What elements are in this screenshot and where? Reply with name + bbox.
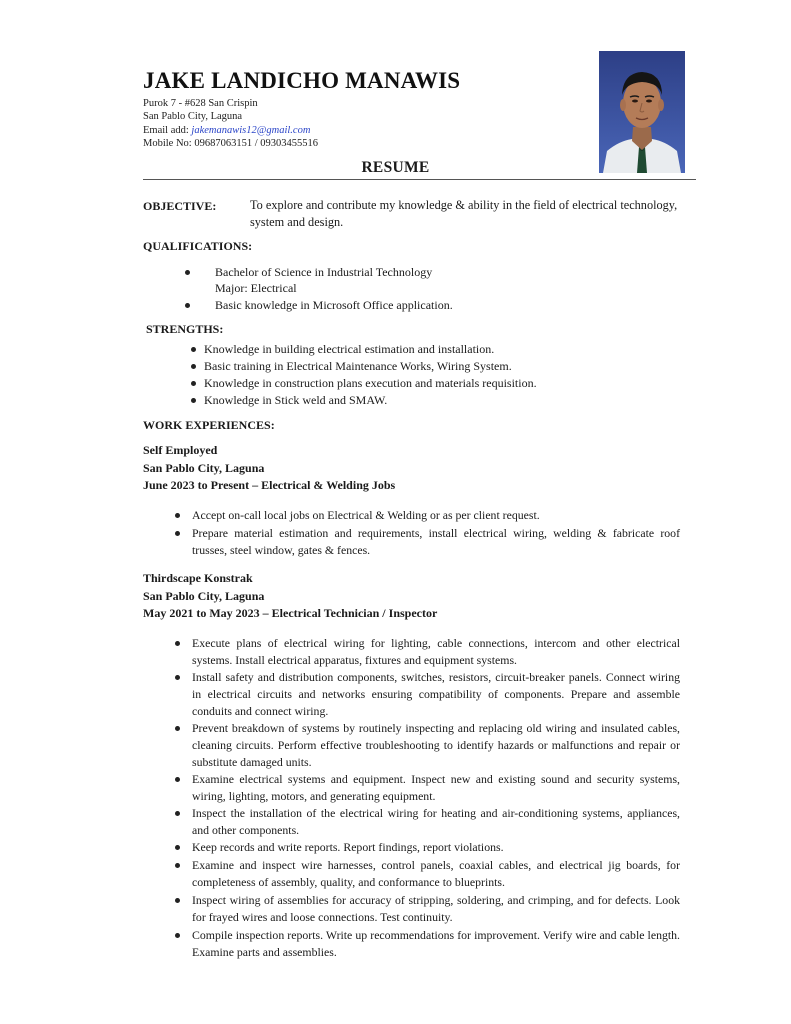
duty-text: Inspect the installation of the electrical wiring for heating and air-conditioning systems, appliances, and other components. (192, 806, 680, 837)
duty-text: Prepare material estimation and requirements, install electrical wiring, welding & fabricate roof trusses, steel window, gates & fences. (192, 526, 680, 557)
duty-item (192, 927, 680, 961)
applicant-name: JAKE LANDICHO MANAWIS (143, 68, 461, 93)
strengths-heading: STRENGTHS: (146, 322, 224, 336)
duty-text: Keep records and write reports. Report findings, report violations. (192, 840, 504, 854)
strength-item: Knowledge in Stick weld and SMAW. (204, 393, 388, 407)
bullet-icon (191, 398, 196, 403)
bullet-icon (185, 270, 190, 275)
mobile-line: Mobile No: 09687063151 / 09303455516 (143, 138, 318, 149)
email-label: Email add: (143, 125, 192, 136)
bullet-icon (175, 898, 180, 903)
objective-text: To explore and contribute my knowledge & ability in the field of electrical technology, system and design. (250, 198, 678, 229)
duty-text: Compile inspection reports. Write up recommendations for improvement. Verify wire and cable length. Examine parts and assemblies. (192, 928, 680, 959)
job-period: May 2021 to May 2023 – Electrical Technician / Inspector (143, 606, 438, 620)
email-link[interactable]: jakemanawis12@gmail.com (191, 125, 311, 136)
duty-item (192, 839, 680, 856)
bullet-icon (175, 675, 180, 680)
duty-item (192, 635, 680, 669)
bullet-icon (175, 641, 180, 646)
duty-item (192, 892, 680, 926)
duty-text: Examine and inspect wire harnesses, control panels, coaxial cables, and electrical jig boards, for completeness of assembly, quality, and conformance to blueprints. (192, 858, 680, 889)
strength-item: Knowledge in construction plans execution and materials requisition. (204, 376, 537, 390)
bullet-icon (175, 513, 180, 518)
duty-text: Inspect wiring of assemblies for accuracy of stripping, soldering, and crimping, and for defects. Look for frayed wires and loose connections. Test continuity. (192, 893, 680, 924)
strength-item: Knowledge in building electrical estimation and installation. (204, 342, 495, 356)
bullet-icon (191, 364, 196, 369)
duty-item (192, 525, 680, 559)
strength-item: Basic training in Electrical Maintenance Works, Wiring System. (204, 359, 512, 373)
job-location: San Pablo City, Laguna (143, 589, 265, 603)
objective-heading: OBJECTIVE: (143, 199, 217, 213)
work-experiences-heading: WORK EXPERIENCES: (143, 418, 275, 432)
bullet-icon (175, 777, 180, 782)
bullet-icon (175, 845, 180, 850)
duty-item (192, 771, 680, 805)
title-divider (143, 179, 696, 180)
duty-text: Prevent breakdown of systems by routinely inspecting and replacing old wiring and insulated cables, cleaning circuits. Perform effective troubleshooting to identify hazards or malfunctions and repair or substitute damaged units. (192, 721, 680, 769)
duty-text: Accept on-call local jobs on Electrical & Welding or as per client request. (192, 508, 540, 522)
qualifications-heading: QUALIFICATIONS: (143, 239, 253, 253)
bullet-icon (175, 863, 180, 868)
qualification-item: Bachelor of Science in Industrial Technology (215, 265, 433, 279)
duty-item (192, 669, 680, 720)
duty-item (192, 720, 680, 771)
email-line (143, 124, 310, 137)
job-period: June 2023 to Present – Electrical & Welding Jobs (143, 478, 396, 492)
bullet-icon (175, 933, 180, 938)
applicant-photo (599, 51, 685, 173)
bullet-icon (175, 811, 180, 816)
duty-item (192, 857, 680, 891)
resume-title: RESUME (361, 159, 430, 176)
bullet-icon (191, 381, 196, 386)
job-location: San Pablo City, Laguna (143, 461, 265, 475)
qualification-item: Basic knowledge in Microsoft Office application. (215, 298, 453, 312)
bullet-icon (175, 726, 180, 731)
duty-text: Examine electrical systems and equipment. Inspect new and existing sound and security systems, wiring, lighting, motors, and generating equipment. (192, 772, 680, 803)
address-line-1: Purok 7 - #628 San Crispin (143, 98, 258, 109)
address-line-2: San Pablo City, Laguna (143, 111, 243, 122)
duty-text: Install safety and distribution components, switches, resistors, circuit-breaker panels. Connect wiring in electrical circuits and networks ensuring compatibility of components. Prepare and assemble conduits and connect wiring. (192, 670, 680, 718)
bullet-icon (175, 531, 180, 536)
qualification-item: Major: Electrical (215, 281, 297, 295)
duty-text: Execute plans of electrical wiring for lighting, cable connections, intercom and other electrical systems. Install electrical apparatus, fixtures and equipment systems. (192, 636, 680, 667)
duty-item (192, 507, 680, 524)
duty-item (192, 805, 680, 839)
bullet-icon (185, 303, 190, 308)
job-company: Self Employed (143, 443, 218, 457)
job-company: Thirdscape Konstrak (143, 571, 253, 585)
bullet-icon (191, 347, 196, 352)
